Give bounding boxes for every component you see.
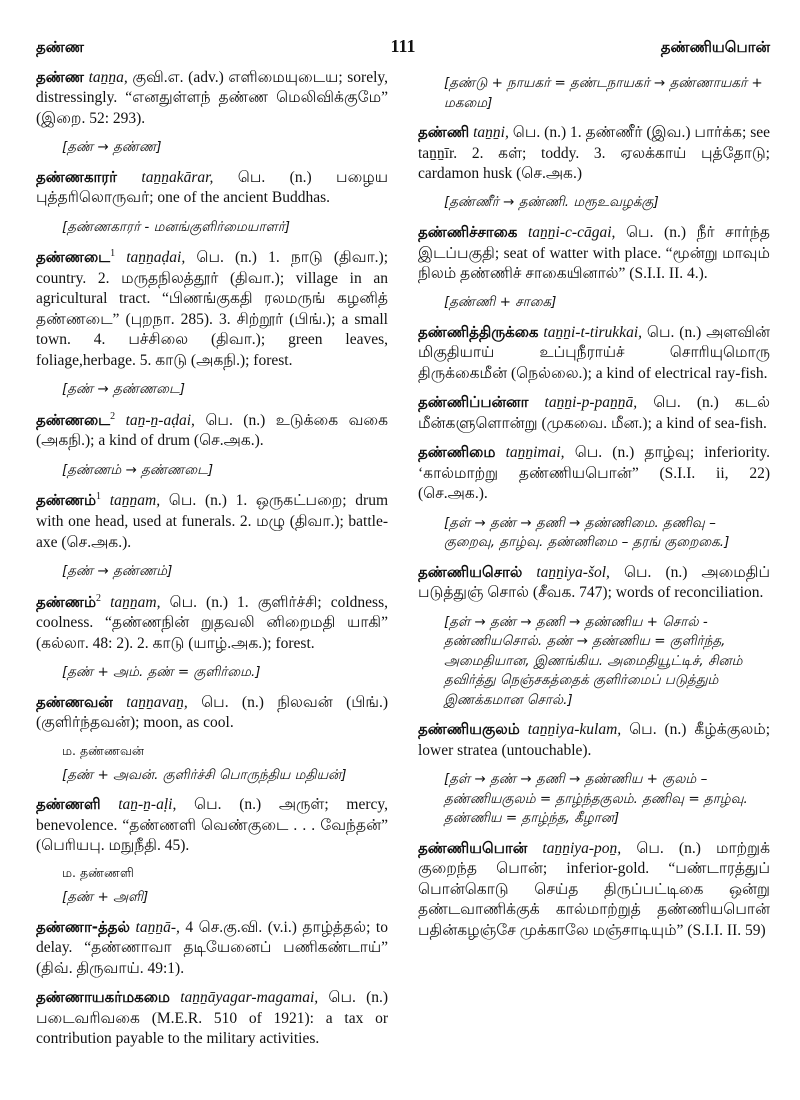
definition: பெ. (n.) அளவின் மிகுதியாய் உப்புநீராய்ச் சொரியுமொரு திருக்கைமீன் (நெல்லை.); a kind of electrical ray-fish. — [418, 323, 771, 382]
definition: பெ. (n.) 1. குளிர்ச்சி; coldness, coolness. “தண்ணநின் றுதவலி னிறைமதி யாகி” (கல்லா. 48: 2). 2. காடு (யாழ்.அக.); forest. — [36, 593, 389, 652]
definition: பெ. (n.) 1. ஒருகட்பறை; drum with one head, used at funerals. 2. மழு (திவா.); battle-axe (செ.அக.). — [36, 492, 389, 551]
transliteration: taṉṉakārar, — [141, 168, 214, 186]
etymology: [தண் + அவன். குளிர்ச்சி பொருந்திய மதியன்] — [62, 766, 347, 783]
headword: தண்ணியபொன் — [418, 839, 528, 858]
transliteration: taṉṉi-p-paṉṉā, — [544, 394, 638, 412]
homonym-number: 1 — [110, 248, 116, 260]
headword: தண்ணகாரர் — [36, 167, 117, 186]
headword: தண்ணவன் — [36, 692, 113, 711]
headword: தண்ணியசொல் — [418, 562, 523, 581]
headword: தண்ணம் — [36, 491, 97, 510]
transliteration: taṉṉam, — [110, 593, 161, 611]
page-number: 111 — [390, 36, 416, 56]
dictionary-entry — [36, 168, 388, 209]
etymology: [தண்ணீர் → தண்ணி. மரூஉவழக்கு] — [444, 194, 659, 211]
transliteration: taṉṉavaṉ, — [126, 693, 188, 711]
transliteration: taṉṉi-c-cāgai, — [528, 224, 616, 242]
etymology: [தள் → தண் → தணி → தண்ணிமை. தணிவு – குறைவு, தாழ்வு. தண்ணிமை – தரங் குறைகை.] — [444, 514, 730, 551]
etymology: [தள் → தண் → தணி → தண்ணிய + குலம் – தண்ணியகுலம் = தாழ்ந்தகுலம். தணிவு = தாழ்வு. தண்ணிய = தாழ்ந்த, கீழான] — [444, 771, 748, 827]
etymology: [தண்ணம் → தண்ணடை] — [62, 461, 214, 478]
headword: தண்ண — [36, 68, 84, 86]
definition: 4 செ.கு.வி. (v.i.) தாழ்த்தல்; to delay. “தண்ணாவா தடியேனைப் பணிகண்டாய்” (திவ். திருவாய். 49:1). — [36, 919, 388, 977]
dictionary-entry — [36, 410, 388, 452]
definition: பெ. (n.) கடல் மீன்களுளொன்று (முகவை. மீன.); a kind of sea-fish. — [418, 394, 771, 432]
transliteration: taṉṉiya-kulam, — [527, 721, 622, 739]
dictionary-entry — [36, 693, 388, 734]
transliteration: taṉ-ṉ-aḍai, — [125, 411, 195, 429]
transliteration: taṉṉa, — [88, 69, 128, 86]
homonym-number: 1 — [96, 491, 102, 503]
definition: பெ. (n.) தாழ்வு; inferiority. ‘கால்மாற்று தண்ணியபொன்” (S.I.I. ii, 22) (செ.அக.). — [418, 444, 770, 503]
transliteration: taṉṉāyagar-magamai, — [180, 989, 319, 1007]
etymology: [தண் + அளி] — [62, 889, 149, 906]
right-column — [418, 68, 770, 1059]
headword: தண்ணளி — [36, 795, 101, 814]
dictionary-entry — [36, 592, 388, 655]
cognate-note: ம. தண்ணவன் — [62, 742, 145, 758]
definition: பெ. (n.) மாற்றுக் குறைந்த பொன்; inferior-gold. “பண்டாரத்துப் பொன்கொடு செய்த திருப்பட்டிகை ஒன்று தண்டவாணிக்குக் கால்மாற்றுத் தண்ணியபொன் பதின்கழஞ்சே முக்காலே மஞ்சாடியும்” (S.I.I. II. 59) — [418, 840, 770, 939]
definition: குவி.எ. (adv.) எளிமையுடைய; sorely, distressingly. “எனதுள்ளந் தண்ண மெலிவிக்குமே” (இறை. 52: 293). — [36, 69, 388, 127]
definition: பெ. (n.) கீழ்க்குலம்; lower stratea (untouchable). — [418, 721, 771, 759]
headword: தண்ணடை — [36, 410, 111, 429]
dictionary-entry — [418, 323, 770, 384]
definition: பெ. (n.) படைவரிவகை (M.E.R. 510 of 1921): a tax or contribution payable to the military activities. — [36, 989, 389, 1048]
headword: தண்ணியகுலம் — [418, 720, 520, 739]
etymology: [தண் → தண்ண] — [62, 139, 162, 156]
definition: பெ. (n.) 1. தண்ணீர் (இவ.) பார்க்க; see taṉṉīr. 2. கள்; toddy. 3. ஏலக்காய் புத்தோடு; cardamon husk (செ.அக.) — [418, 124, 770, 183]
etymology: [தண் → தண்ணடை] — [62, 381, 186, 398]
dictionary-entry — [418, 443, 770, 504]
etymology: [தண் + அம். தண் = குளிர்மை.] — [62, 664, 261, 681]
transliteration: taṉṉiya-poṉ, — [542, 840, 622, 858]
etymology: [தண்டு + நாயகர் = தண்டநாயகர் → தண்ணாயகர் + மகமை] — [444, 75, 763, 111]
dictionary-entry — [36, 988, 388, 1049]
headword: தண்ணிப்பன்னா — [418, 393, 529, 412]
etymology: [தள் → தண் → தணி → தண்ணிய + சொல் - தண்ணியசொல். தண் → தண்ணிய = குளிர்ந்த, அமைதியான, இணங்கிய. அமைதியூட்டிச், சினம் தவிர்த்து நெஞ்சகத்தைக் குளிர்மைப் படுத்தும் இணக்கமான சொல்.] — [444, 613, 743, 708]
homonym-number: 2 — [110, 410, 116, 422]
dictionary-entry — [36, 490, 388, 553]
headword: தண்ணி — [418, 123, 470, 142]
left-guide-word: தண்ண — [36, 38, 84, 56]
headword: தண்ணித்திருக்கை — [418, 322, 539, 341]
dictionary-entry — [36, 918, 388, 979]
headword: தண்ணிமை — [418, 443, 496, 462]
definition: பெ. (n.) அருள்; mercy, benevolence. “தண்ணளி வெண்குடை . . . வேந்தன்” (பெரியபு. மநுநீதி. 45). — [36, 796, 388, 854]
definition: பெ. (n.) பழைய புத்தரிலொருவர்; one of the ancient Buddhas. — [36, 168, 389, 207]
transliteration: taṉṉimai, — [505, 444, 565, 462]
dictionary-entry — [36, 68, 388, 129]
transliteration: taṉ-ṉ-aḷi, — [118, 796, 177, 814]
headword: தண்ணம் — [36, 592, 97, 611]
headword: தண்ணா-த்தல் — [36, 918, 130, 936]
definition: பெ. (n.) உடுக்கை வகை (அகநி.); a kind of drum (செ.அக.). — [36, 411, 389, 450]
transliteration: taṉṉi-t-tirukkai, — [543, 323, 642, 341]
dictionary-entry — [418, 563, 770, 604]
dictionary-entry — [418, 839, 770, 941]
transliteration: taṉṉaḍai, — [126, 249, 186, 267]
etymology: [தண்ணகாரர் - மனங்குளிர்மையாளர்] — [62, 218, 291, 235]
page-header — [36, 34, 770, 68]
definition: பெ. (n.) நிலவன் (பிங்.) (குளிர்ந்தவன்); moon, as cool. — [36, 693, 389, 732]
right-guide-word: தண்ணியபொன் — [660, 38, 770, 56]
dictionary-entry — [418, 720, 770, 761]
homonym-number: 2 — [96, 592, 102, 604]
left-column — [36, 68, 388, 1059]
headword: தண்ணிச்சாகை — [418, 223, 518, 242]
transliteration: taṉṉi, — [473, 124, 509, 142]
etymology: [தண்ணி + சாகை] — [444, 294, 557, 311]
cognate-note: ம. தண்ணளி — [62, 865, 134, 881]
dictionary-entry — [418, 393, 770, 434]
headword: தண்ணாயகர்மகமை — [36, 988, 171, 1007]
dictionary-entry — [36, 795, 388, 856]
headword: தண்ணடை — [36, 248, 111, 267]
dictionary-entry — [418, 123, 770, 184]
transliteration: taṉṉiya-šol, — [536, 563, 610, 581]
transliteration: taṉṉā-, — [135, 919, 180, 936]
dictionary-entry — [36, 247, 388, 371]
definition: பெ. (n.) அமைதிப் படுத்துஞ் சொல் (சீவக. 747); words of reconciliation. — [418, 563, 770, 602]
definition: பெ. (n.) 1. நாடு (திவா.); country. 2. மருதநிலத்தூர் (திவா.); village in an agricultural tract. “பிணங்குகதி ரலமருங் கழனித் தண்ணடை” (புறநா. 285). 3. சிற்றூர் (பிங்.); a small town. 4. பச்சிலை (திவா.); green leaves, foliage,herbage. 5. காடு (அகநி.); forest. — [36, 249, 389, 369]
transliteration: taṉṉam, — [109, 492, 161, 510]
etymology: [தண் → தண்ணம்] — [62, 562, 173, 579]
definition: பெ. (n.) நீர் சார்ந்த இடப்பகுதி; seat of watter with place. “மூன்று மாவும் நிலம் தண்ணிச் சாகையினால்” (S.I.I. II. 4.). — [418, 224, 771, 282]
dictionary-entry — [418, 223, 770, 284]
